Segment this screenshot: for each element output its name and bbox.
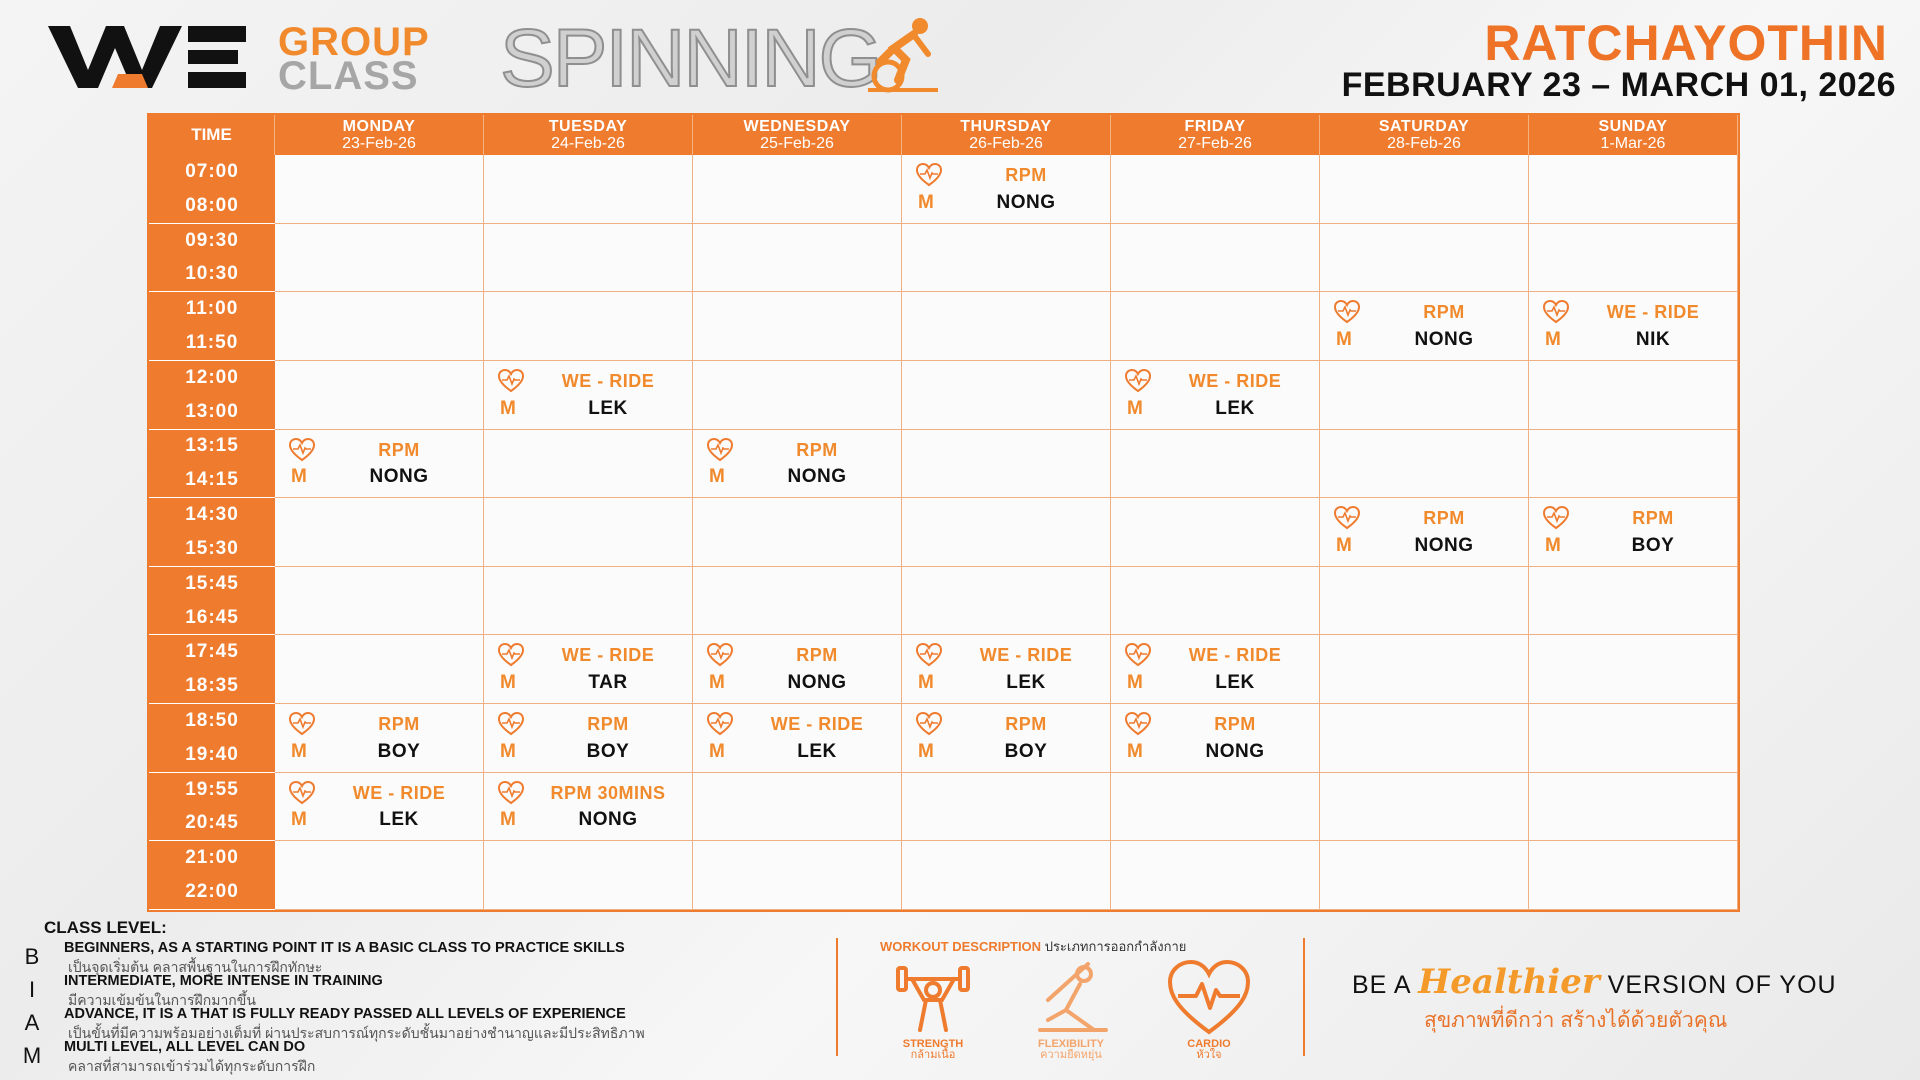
workout-label-en: STRENGTH	[902, 1038, 964, 1050]
schedule-cell	[902, 155, 1111, 224]
class-level: M	[500, 809, 516, 831]
coach-name: LEK	[1215, 672, 1255, 694]
class-level: M	[500, 397, 516, 419]
title-spinning: SPINNING	[500, 13, 881, 104]
cardio-heart-icon	[707, 438, 733, 462]
day-name: WEDNESDAY	[743, 118, 851, 135]
schedule-cell	[275, 224, 484, 293]
class-level: M	[1127, 397, 1143, 419]
cardio-heart-icon	[1125, 712, 1151, 736]
schedule-cell	[693, 635, 902, 704]
cardio-heart-icon	[707, 643, 733, 667]
class-level: M	[291, 809, 307, 831]
workout-flexibility	[1016, 960, 1126, 1061]
slot-start-time: 15:45	[185, 572, 239, 594]
coach-name: NONG	[787, 672, 847, 694]
class-entry[interactable]	[484, 361, 692, 429]
schedule-cell	[1320, 292, 1529, 361]
day-header	[1529, 115, 1738, 155]
footer-divider	[836, 938, 838, 1056]
slot-end-time: 18:35	[185, 675, 239, 697]
class-name: RPM	[1005, 714, 1047, 735]
schedule-table	[147, 113, 1740, 912]
time-column-header: TIME	[149, 115, 275, 155]
day-header	[1111, 115, 1320, 155]
level-description-en: ADVANCE, IT IS A THAT IS FULLY READY PASSED ALL LEVELS OF EXPERIENCE	[64, 1006, 626, 1022]
schedule-cell	[484, 567, 693, 636]
class-entry[interactable]	[1111, 361, 1319, 429]
level-description-th: เป็นขั้นที่มีความพร้อมอย่างเต็มที่ ผ่านประสบการณ์ทุกระดับชั้นมาอย่างชำนาญและมีประสิทธิภาพ	[68, 1025, 645, 1041]
coach-name: BOY	[586, 740, 630, 762]
schedule-cell	[484, 635, 693, 704]
schedule-cell	[1320, 773, 1529, 842]
coach-name: LEK	[379, 809, 419, 831]
schedule-cell	[484, 841, 693, 910]
class-name: WE - RIDE	[979, 645, 1073, 666]
schedule-cell	[902, 361, 1111, 430]
schedule-cell	[484, 704, 693, 773]
coach-name: NONG	[1414, 534, 1474, 556]
coach-name: NIK	[1635, 328, 1671, 350]
schedule-cell	[1529, 292, 1738, 361]
schedule-cell	[1111, 567, 1320, 636]
heart-icon	[1166, 960, 1252, 1038]
schedule-cell	[1111, 841, 1320, 910]
footer	[0, 912, 1920, 1080]
schedule-cell	[1529, 498, 1738, 567]
class-entry[interactable]	[484, 704, 692, 772]
day-name: THURSDAY	[960, 118, 1052, 135]
workout-label-en: FLEXIBILITY	[1038, 1038, 1104, 1050]
schedule-cell	[1111, 224, 1320, 293]
slogan	[1352, 962, 1837, 1002]
schedule-cell	[1111, 704, 1320, 773]
level-description-th: คลาสที่สามารถเข้าร่วมได้ทุกระดับการฝึก	[68, 1058, 316, 1074]
slot-start-time: 11:00	[185, 298, 239, 320]
class-level: M	[709, 466, 725, 488]
coach-name: NONG	[1205, 740, 1265, 762]
day-date: 24-Feb-26	[551, 135, 625, 152]
class-entry[interactable]	[693, 430, 901, 498]
class-name: RPM	[1423, 302, 1465, 323]
class-entry[interactable]	[484, 773, 692, 841]
workout-label-th: หัวใจ	[1196, 1049, 1222, 1061]
schedule-cell	[902, 567, 1111, 636]
level-letter: A	[24, 1010, 40, 1035]
coach-name: TAR	[588, 672, 628, 694]
class-name: WE - RIDE	[770, 714, 864, 735]
cardio-heart-icon	[916, 712, 942, 736]
workout-description-title	[880, 936, 1186, 957]
time-slot	[149, 567, 275, 636]
time-slot	[149, 498, 275, 567]
coach-name: BOY	[1004, 740, 1048, 762]
workout-strength	[878, 960, 988, 1061]
class-name: RPM	[796, 439, 838, 460]
schedule-cell	[1529, 773, 1738, 842]
slot-start-time: 12:00	[185, 366, 239, 388]
schedule-cell	[1320, 498, 1529, 567]
schedule-cell	[275, 292, 484, 361]
class-level: M	[1336, 328, 1352, 350]
time-slot	[149, 292, 275, 361]
class-name: RPM 30MINS	[550, 782, 666, 803]
schedule-cell	[275, 567, 484, 636]
class-level: M	[918, 672, 934, 694]
cardio-heart-icon	[1334, 300, 1360, 324]
slot-start-time: 07:00	[185, 160, 239, 182]
schedule-cell	[693, 361, 902, 430]
class-level: M	[1545, 534, 1561, 556]
schedule-cell	[1320, 361, 1529, 430]
class-level: M	[918, 740, 934, 762]
schedule-cell	[1111, 635, 1320, 704]
day-name: MONDAY	[342, 118, 416, 135]
schedule-cell	[1529, 361, 1738, 430]
schedule-cell	[275, 155, 484, 224]
class-level: M	[1336, 534, 1352, 556]
we-logo	[48, 20, 248, 92]
class-name: WE - RIDE	[561, 370, 655, 391]
schedule-cell	[1320, 635, 1529, 704]
class-level: M	[709, 672, 725, 694]
level-letter: M	[22, 1043, 42, 1068]
level-description-th: เป็นจุดเริ่มต้น คลาสพื้นฐานในการฝึกทักษะ	[68, 959, 323, 975]
class-name: WE - RIDE	[352, 782, 446, 803]
class-entry[interactable]	[1529, 498, 1737, 566]
class-entry[interactable]	[693, 704, 901, 772]
schedule-cell	[693, 430, 902, 499]
coach-name: BOY	[377, 740, 421, 762]
schedule-cell	[902, 430, 1111, 499]
day-name: SUNDAY	[1598, 118, 1668, 135]
schedule-cell	[484, 292, 693, 361]
schedule-cell	[1320, 841, 1529, 910]
schedule-cell	[1111, 361, 1320, 430]
slot-end-time: 08:00	[185, 194, 239, 216]
workout-label-en: CARDIO	[1187, 1038, 1231, 1050]
class-name: RPM	[587, 714, 629, 735]
schedule-cell	[275, 773, 484, 842]
cardio-heart-icon	[916, 643, 942, 667]
schedule-cell	[1320, 567, 1529, 636]
coach-name: LEK	[1006, 672, 1046, 694]
schedule-cell	[1320, 224, 1529, 293]
level-advance	[20, 1006, 840, 1040]
schedule-cell	[902, 292, 1111, 361]
schedule-cell	[693, 292, 902, 361]
day-name: FRIDAY	[1184, 118, 1246, 135]
class-level: M	[500, 740, 516, 762]
time-slot	[149, 430, 275, 499]
cardio-heart-icon	[498, 369, 524, 393]
day-date: 23-Feb-26	[342, 135, 416, 152]
class-level: M	[918, 191, 934, 213]
schedule-cell	[693, 224, 902, 293]
schedule-cell	[275, 498, 484, 567]
day-header	[484, 115, 693, 155]
schedule-cell	[275, 841, 484, 910]
class-entry[interactable]	[275, 704, 483, 772]
title-class: CLASS	[278, 54, 419, 98]
schedule-cell	[693, 567, 902, 636]
coach-name: LEK	[797, 740, 837, 762]
class-name: RPM	[1005, 165, 1047, 185]
schedule-cell	[275, 361, 484, 430]
cardio-heart-icon	[498, 781, 524, 805]
class-level: M	[709, 740, 725, 762]
workout-cardio	[1154, 960, 1264, 1061]
time-slot	[149, 704, 275, 773]
cardio-heart-icon	[1334, 506, 1360, 530]
coach-name: NONG	[1414, 328, 1474, 350]
cardio-heart-icon	[289, 781, 315, 805]
class-entry[interactable]	[902, 635, 1110, 703]
cardio-heart-icon	[1125, 643, 1151, 667]
class-name: WE - RIDE	[1188, 645, 1282, 666]
class-name: RPM	[1423, 508, 1465, 529]
time-slot	[149, 361, 275, 430]
time-slot	[149, 635, 275, 704]
schedule-cell	[484, 773, 693, 842]
coach-name: NONG	[578, 809, 638, 831]
slot-end-time: 22:00	[185, 881, 239, 903]
slot-end-time: 16:45	[185, 606, 239, 628]
schedule-cell	[484, 224, 693, 293]
level-description-th: มีความเข้มข้นในการฝึกมากขึ้น	[68, 992, 256, 1008]
date-range: FEBRUARY 23 – MARCH 01, 2026	[1341, 66, 1896, 104]
slot-end-time: 20:45	[185, 812, 239, 834]
day-name: SATURDAY	[1378, 118, 1470, 135]
day-date: 25-Feb-26	[760, 135, 834, 152]
class-entry[interactable]	[1111, 704, 1319, 772]
schedule-cell	[902, 773, 1111, 842]
workout-title-en: WORKOUT DESCRIPTION	[880, 939, 1042, 954]
slogan-pre: BE A	[1352, 971, 1419, 999]
slot-end-time: 10:30	[185, 263, 239, 285]
class-name: RPM	[378, 714, 420, 735]
coach-name: LEK	[588, 397, 628, 419]
schedule-cell	[1111, 498, 1320, 567]
level-letter: I	[28, 977, 36, 1002]
level-intermediate	[20, 973, 840, 1007]
time-slot	[149, 841, 275, 910]
class-name: WE - RIDE	[561, 645, 655, 666]
class-entry[interactable]	[1111, 635, 1319, 703]
workout-label-th: ความยืดหยุ่น	[1040, 1049, 1102, 1061]
class-level: M	[500, 672, 516, 694]
class-entry[interactable]	[902, 704, 1110, 772]
schedule-grid	[149, 115, 1738, 910]
class-name: RPM	[1214, 714, 1256, 735]
time-slot	[149, 224, 275, 293]
dumbbell-icon	[890, 960, 976, 1038]
schedule-cell	[693, 704, 902, 773]
level-description-en: INTERMEDIATE, MORE INTENSE IN TRAINING	[64, 973, 383, 989]
time-slot	[149, 773, 275, 842]
cardio-heart-icon	[289, 438, 315, 462]
schedule-cell	[484, 361, 693, 430]
stretch-icon	[1028, 960, 1114, 1038]
day-name: TUESDAY	[548, 118, 628, 135]
schedule-cell	[275, 704, 484, 773]
coach-name: BOY	[1631, 534, 1675, 556]
schedule-cell	[693, 841, 902, 910]
schedule-cell	[484, 498, 693, 567]
schedule-cell	[1320, 155, 1529, 224]
day-header	[275, 115, 484, 155]
level-letter: B	[24, 944, 40, 969]
slot-end-time: 19:40	[185, 743, 239, 765]
day-header	[1320, 115, 1529, 155]
cardio-heart-icon	[498, 643, 524, 667]
class-entry[interactable]	[1320, 292, 1528, 360]
cardio-heart-icon	[1543, 506, 1569, 530]
class-entry[interactable]	[1320, 498, 1528, 566]
class-level-title: CLASS LEVEL:	[44, 918, 167, 937]
class-level: M	[291, 466, 307, 488]
day-date: 26-Feb-26	[969, 135, 1043, 152]
day-date: 27-Feb-26	[1178, 135, 1252, 152]
schedule-cell	[693, 773, 902, 842]
schedule-cell	[484, 430, 693, 499]
schedule-cell	[693, 155, 902, 224]
workout-title-th: ประเภทการออกกำลังกาย	[1044, 939, 1187, 954]
schedule-cell	[902, 704, 1111, 773]
slot-end-time: 15:30	[185, 537, 239, 559]
schedule-cell	[1111, 155, 1320, 224]
class-level: M	[291, 740, 307, 762]
cardio-heart-icon	[707, 712, 733, 736]
title-group: GROUP	[278, 20, 430, 64]
level-description-en: BEGINNERS, AS A STARTING POINT IT IS A BASIC CLASS TO PRACTICE SKILLS	[64, 940, 625, 956]
schedule-cell	[1529, 704, 1738, 773]
class-name: RPM	[1632, 508, 1674, 529]
slot-end-time: 13:00	[185, 400, 239, 422]
cardio-heart-icon	[289, 712, 315, 736]
class-name: RPM	[796, 645, 838, 666]
slot-start-time: 21:00	[185, 847, 239, 869]
schedule-cell	[275, 430, 484, 499]
class-entry[interactable]	[275, 773, 483, 841]
class-level: M	[1127, 672, 1143, 694]
header	[0, 0, 1920, 112]
schedule-cell	[275, 635, 484, 704]
schedule-cell	[902, 841, 1111, 910]
schedule-cell	[1529, 635, 1738, 704]
schedule-cell	[1529, 567, 1738, 636]
coach-name: LEK	[1215, 397, 1255, 419]
schedule-cell	[1529, 841, 1738, 910]
slogan-highlight: Healthier	[1418, 962, 1600, 1002]
spinning-bike-icon	[858, 14, 948, 94]
slot-end-time: 14:15	[185, 469, 239, 491]
slot-start-time: 13:15	[185, 435, 239, 457]
schedule-cell	[1111, 292, 1320, 361]
schedule-cell	[484, 155, 693, 224]
class-level: M	[1127, 740, 1143, 762]
class-entry[interactable]	[484, 635, 692, 703]
slogan-post: VERSION OF YOU	[1599, 971, 1837, 999]
level-description-en: MULTI LEVEL, ALL LEVEL CAN DO	[64, 1039, 306, 1055]
schedule-cell	[902, 498, 1111, 567]
coach-name: NONG	[369, 466, 429, 488]
slot-start-time: 09:30	[185, 229, 239, 251]
class-name: WE - RIDE	[1188, 370, 1282, 391]
class-entry[interactable]	[902, 155, 1110, 223]
schedule-cell	[1529, 155, 1738, 224]
class-name: WE - RIDE	[1606, 302, 1700, 323]
slot-end-time: 11:50	[185, 331, 239, 353]
level-multi	[20, 1039, 840, 1073]
slot-start-time: 17:45	[185, 641, 239, 663]
class-name: RPM	[378, 439, 420, 460]
slot-start-time: 14:30	[185, 504, 239, 526]
schedule-cell	[1320, 704, 1529, 773]
workout-label-th: กล้ามเนื้อ	[910, 1049, 956, 1061]
cardio-heart-icon	[1543, 300, 1569, 324]
level-beginner	[20, 940, 840, 974]
schedule-cell	[1320, 430, 1529, 499]
footer-divider	[1303, 938, 1305, 1056]
schedule-cell	[1529, 224, 1738, 293]
cardio-heart-icon	[916, 163, 942, 187]
schedule-cell	[1529, 430, 1738, 499]
day-header	[693, 115, 902, 155]
cardio-heart-icon	[498, 712, 524, 736]
slogan-thai: สุขภาพที่ดีกว่า สร้างได้ด้วยตัวคุณ	[1424, 1009, 1728, 1032]
coach-name: NONG	[787, 466, 847, 488]
schedule-cell	[902, 635, 1111, 704]
day-date: 1-Mar-26	[1600, 135, 1666, 152]
day-date: 28-Feb-26	[1387, 135, 1461, 152]
day-header	[902, 115, 1111, 155]
coach-name: NONG	[996, 191, 1056, 213]
time-slot	[149, 155, 275, 224]
class-level: M	[1545, 328, 1561, 350]
schedule-cell	[693, 498, 902, 567]
class-entry[interactable]	[693, 635, 901, 703]
schedule-cell	[1111, 430, 1320, 499]
branch-name: RATCHAYOTHIN	[1484, 15, 1888, 71]
schedule-cell	[902, 224, 1111, 293]
schedule-cell	[1111, 773, 1320, 842]
slot-start-time: 18:50	[185, 709, 239, 731]
class-entry[interactable]	[275, 430, 483, 498]
class-entry[interactable]	[1529, 292, 1737, 360]
slot-start-time: 19:55	[185, 778, 239, 800]
cardio-heart-icon	[1125, 369, 1151, 393]
